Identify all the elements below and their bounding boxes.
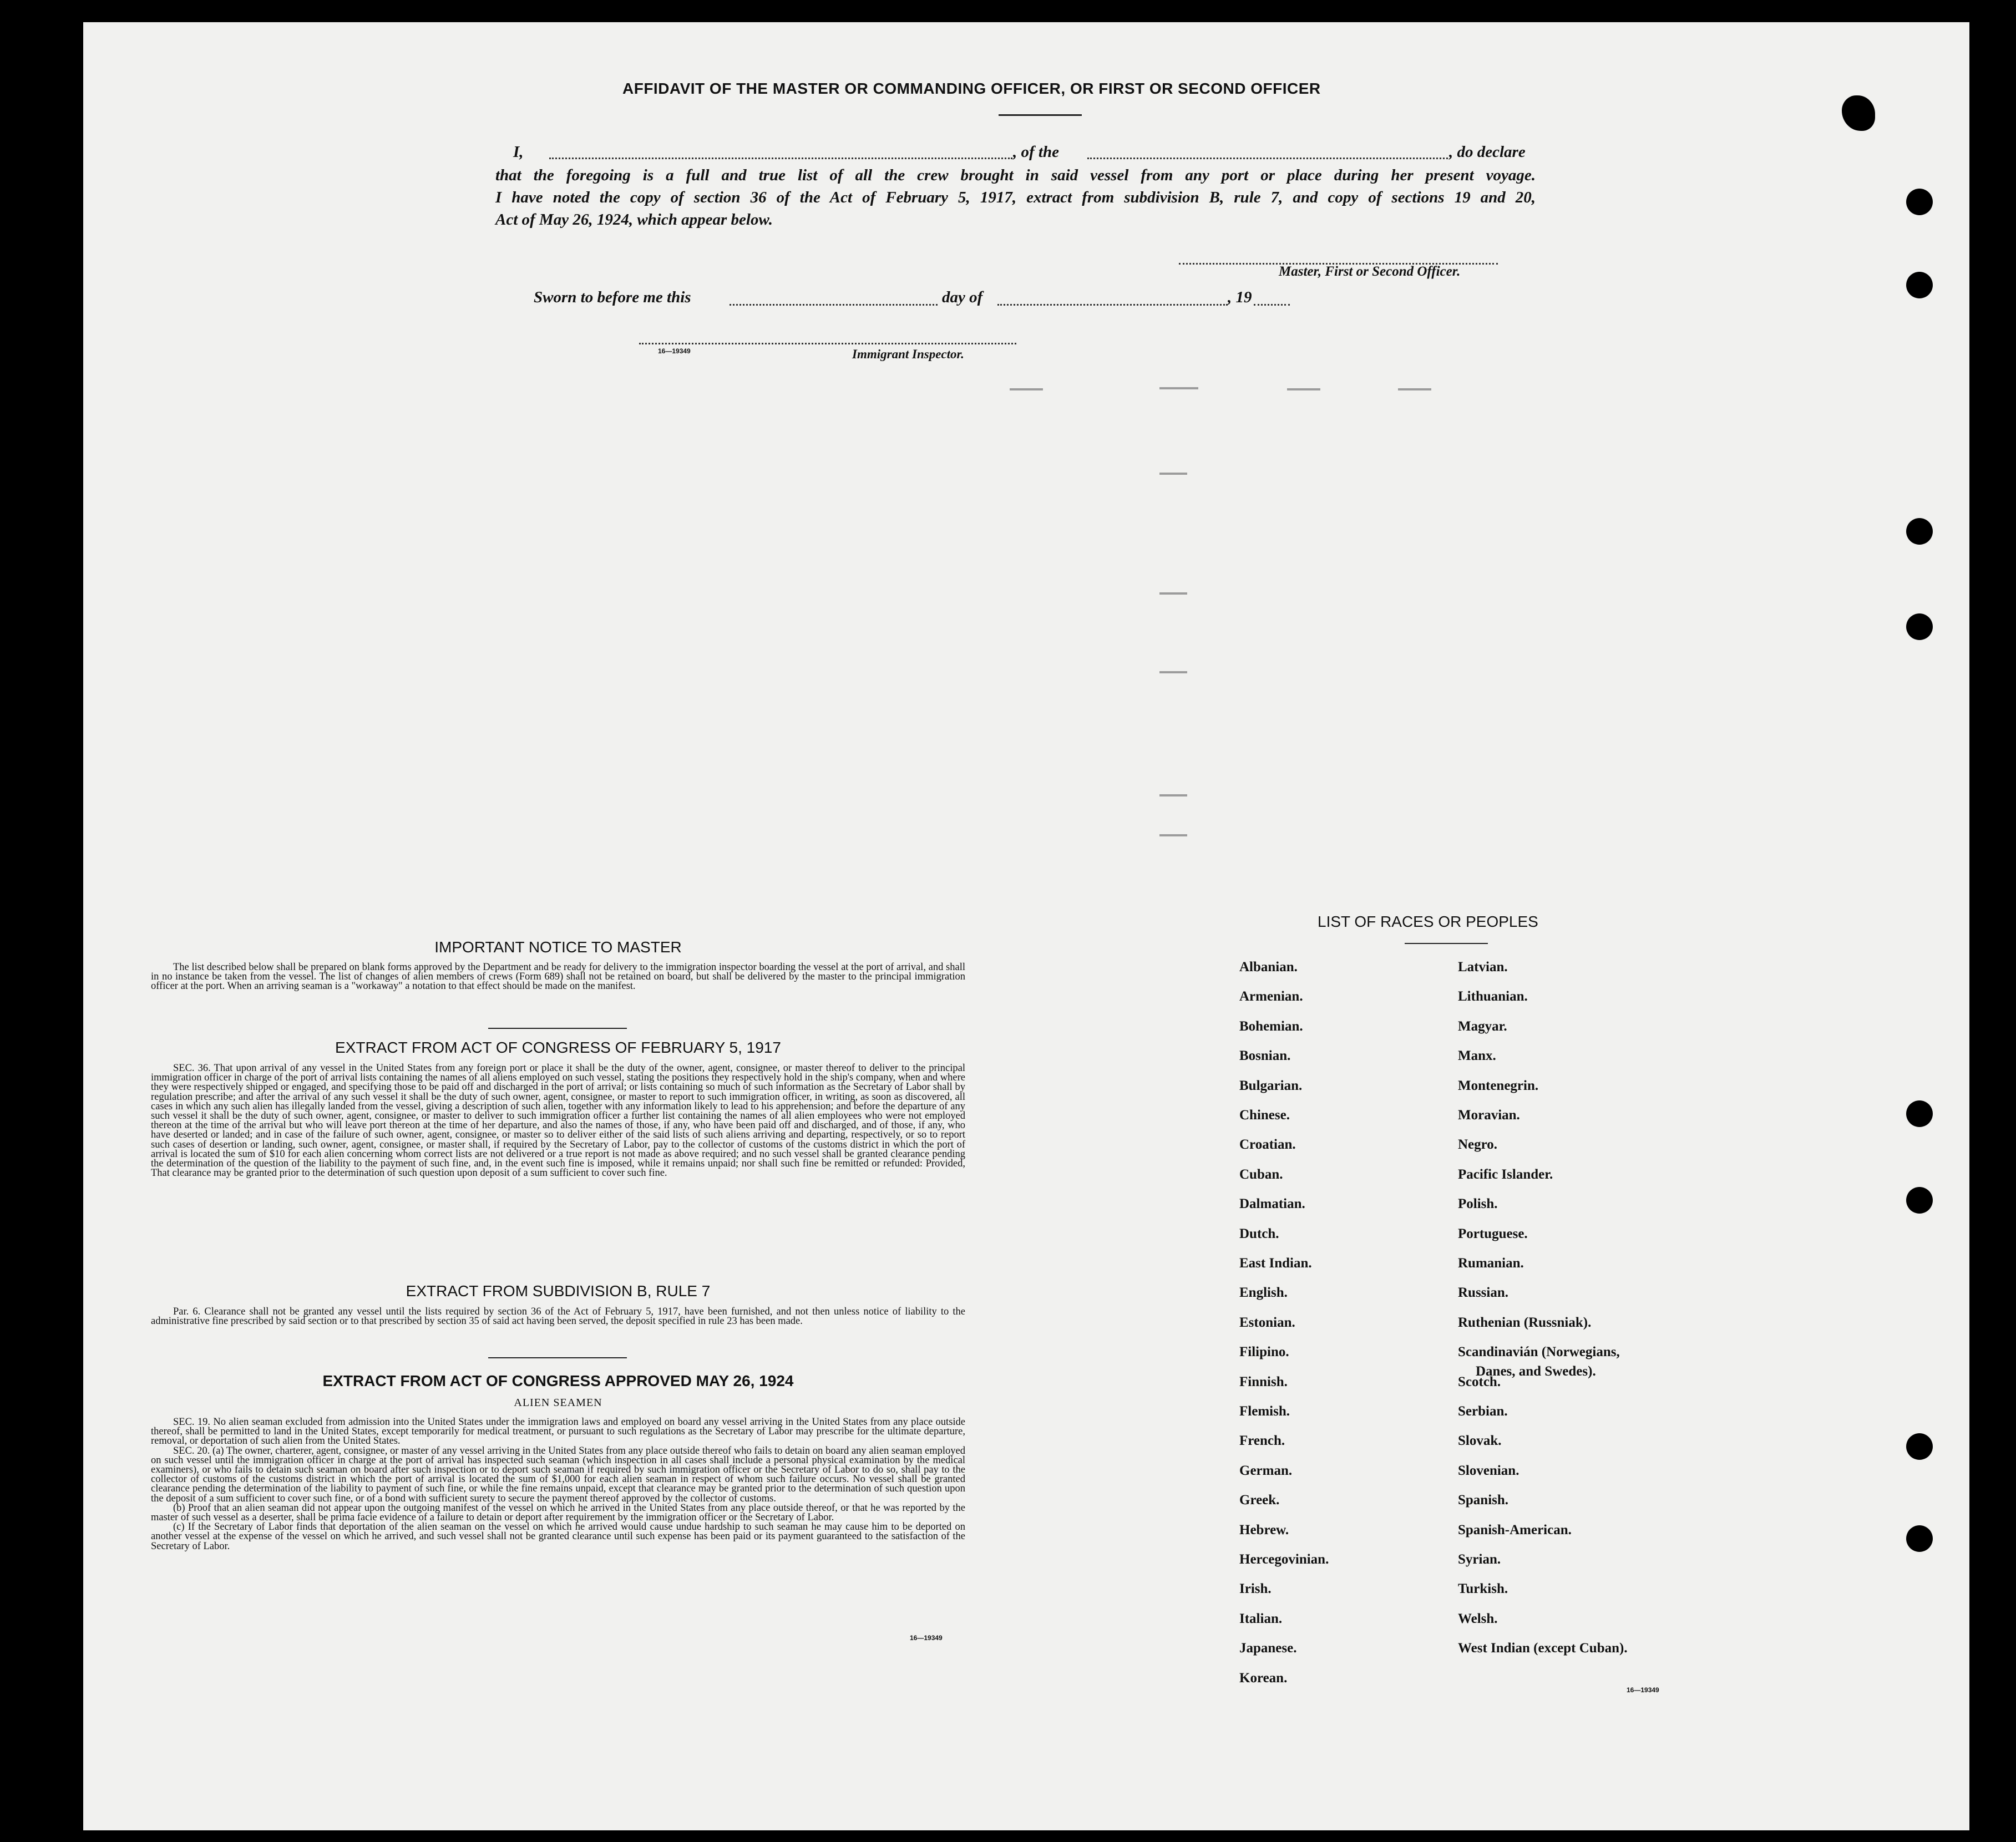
affidavit-line-3: I have noted the copy of section 36 of the Act of February 5, 1917, extract from subdivision B, rule 7, and copy of sections 19 and 20, (495, 189, 1536, 206)
race-left-item: Hebrew. (1239, 1522, 1289, 1537)
race-right-item: Spanish-American. (1458, 1522, 1572, 1537)
sworn-day-blank (730, 304, 938, 306)
race-right-item: Lithuanian. (1458, 989, 1528, 1004)
sec-20a-text: SEC. 20. (a) The owner, charterer, agent, consignee, or master of any vessel arriving in the United States from any place outside thereof who fails to detain on board any alien seaman employed on such vessel until the immigration officer in charge at the port of arrival has inspected such seaman (which inspection in all cases shall include a personal physical examination by the medical examiners), or who fails to detain such seaman on board after such inspection or to deport such seaman if required by such immigration officer or the Secretary of Labor to do so, shall pay to the collector of customs of the customs district in which the port of arrival is located the sum of $1,000 for each alien seaman in respect of whom such failure occurs. No vessel shall be granted clearance pending the determination of the liability to payment of such fine, or while the fine remains unpaid, except that clearance may be granted prior to the determination of such question upon the deposit of a sum sufficient to cover such fine, or of a bond with sufficient surety to secure the payment thereof approved by the collector of customs. (151, 1445, 965, 1504)
rule-7-paragraph (151, 1307, 965, 1326)
race-right-item: Moravian. (1458, 1108, 1520, 1123)
race-right-item: Danes, and Swedes). (1476, 1363, 1596, 1379)
race-right-item: Rumanian. (1458, 1256, 1524, 1271)
sec-20b-text: (b) Proof that an alien seaman did not appear upon the outgoing manifest of the vessel on which he arrived in the United States from any place outside thereof, or that he was reported by the master of such vessel as a deserter, shall be prima facie evidence of a failure to detain or deport after requirement by the immigration officer or the Secretary of Labor. (151, 1502, 965, 1524)
race-left-item: Irish. (1239, 1581, 1272, 1597)
punch-hole (1906, 272, 1933, 298)
races-form-number: 16—19349 (1627, 1686, 1659, 1694)
race-right-item: Pacific Islander. (1458, 1166, 1553, 1182)
sec-20c-text: (c) If the Secretary of Labor finds that deportation of the alien seaman on the vessel on which he arrived would cause undue hardship to such seaman he may cause him to be deported on another vessel at the expense of the vessel on which he arrived, and such vessel shall not be granted clearance until such expense has been paid or its payment guaranteed to the satisfaction of the Secretary of Labor. (151, 1521, 965, 1552)
affidavit-i-label: I, (513, 143, 524, 161)
race-left-item: Greek. (1239, 1493, 1280, 1508)
do-declare-label: , do declare (1449, 143, 1526, 161)
affidavit-form-number: 16—19349 (658, 347, 691, 355)
affidavit-title: AFFIDAVIT OF THE MASTER OR COMMANDING OFFICER, OR FIRST OR SECOND OFFICER (622, 80, 1321, 97)
year-label: , 19 (1228, 288, 1252, 306)
race-right-item: Turkish. (1458, 1581, 1508, 1597)
race-right-item: Portuguese. (1458, 1226, 1528, 1241)
race-left-item: Albanian. (1239, 960, 1298, 975)
punch-hole (1906, 1100, 1933, 1127)
sec-19-text: SEC. 19. No alien seaman excluded from admission into the United States under the immigration laws and employed on board any vessel arriving in the United States from any place outside thereof, shall be permitted to land in the United States, except temporarily for medical treatment, or pursuant to such regulations as the Secretary of Labor may prescribe for the ultimate departure, removal, or deportation of such alien from the United States. (151, 1417, 965, 1447)
inspector-label: Immigrant Inspector. (852, 347, 964, 361)
extract-1917-title: EXTRACT FROM ACT OF CONGRESS OF FEBRUARY 5, 1917 (335, 1039, 781, 1056)
rule-7-title: EXTRACT FROM SUBDIVISION B, RULE 7 (406, 1282, 711, 1300)
race-left-item: Flemish. (1239, 1404, 1290, 1419)
name-blank (549, 158, 1012, 159)
race-left-item: Italian. (1239, 1611, 1283, 1626)
race-right-item: Serbian. (1458, 1404, 1508, 1419)
race-left-item: Finnish. (1239, 1374, 1288, 1389)
race-left-item: Filipino. (1239, 1344, 1289, 1360)
race-right-item: Manx. (1458, 1048, 1496, 1064)
race-right-item: Slovak. (1458, 1433, 1502, 1449)
punch-hole (1906, 1187, 1933, 1214)
master-label: Master, First or Second Officer. (1279, 264, 1461, 279)
race-right-item: Polish. (1458, 1196, 1498, 1212)
sworn-label: Sworn to before me this (534, 288, 691, 306)
race-right-item: Welsh. (1458, 1611, 1498, 1626)
race-right-item: Slovenian. (1458, 1463, 1519, 1478)
title-rule (999, 114, 1082, 116)
day-of-label: day of (942, 288, 983, 306)
extract-1917-paragraph (151, 1064, 965, 1178)
vessel-blank (1087, 158, 1448, 159)
par-6-text: Par. 6. Clearance shall not be granted any vessel until the lists required by section 36 of the Act of February 5, 1917, have been furnished, and not then unless notice of liability to the administrative fine prescribed by said section or to that prescribed by section 35 of said act having been served, the deposit specified in rule 23 has been made. (151, 1306, 965, 1327)
race-right-item: Scandinavián (Norwegians, (1458, 1344, 1620, 1360)
inspector-signature-blank (639, 343, 1016, 344)
race-left-item: Dalmatian. (1239, 1196, 1305, 1212)
of-the-label: , of the (1013, 143, 1059, 161)
races-rule (1405, 943, 1488, 944)
race-left-item: Bulgarian. (1239, 1078, 1303, 1093)
affidavit-line-2: that the foregoing is a full and true list of all the crew brought in said vessel from any port or place during her present voyage. (495, 166, 1536, 184)
race-left-item: Estonian. (1239, 1315, 1295, 1330)
sworn-year-blank (1254, 304, 1290, 306)
race-right-item: Ruthenian (Russniak). (1458, 1315, 1592, 1330)
extract-1924-title: EXTRACT FROM ACT OF CONGRESS APPROVED MAY 26, 1924 (322, 1372, 794, 1389)
race-right-item: Montenegrin. (1458, 1078, 1539, 1093)
punch-hole (1906, 613, 1933, 640)
punch-hole (1906, 518, 1933, 545)
race-left-item: French. (1239, 1433, 1285, 1449)
notice-title: IMPORTANT NOTICE TO MASTER (434, 938, 682, 956)
race-right-item: Scotch. (1458, 1374, 1501, 1389)
races-title: LIST OF RACES OR PEOPLES (1318, 913, 1538, 930)
race-right-item: Russian. (1458, 1285, 1509, 1301)
race-left-item: Korean. (1239, 1670, 1288, 1686)
race-left-item: Japanese. (1239, 1641, 1297, 1656)
race-right-item: Latvian. (1458, 960, 1508, 975)
document-page (83, 22, 1969, 1830)
race-left-item: Cuban. (1239, 1166, 1283, 1182)
race-right-item: West Indian (except Cuban). (1458, 1641, 1628, 1656)
extract-1924-paragraph (151, 1418, 965, 1551)
extract-form-number: 16—19349 (910, 1634, 943, 1642)
notice-paragraph (151, 963, 965, 992)
race-left-item: Bohemian. (1239, 1018, 1303, 1034)
race-right-item: Spanish. (1458, 1493, 1509, 1508)
notice-text: The list described below shall be prepared on blank forms approved by the Department and be ready for delivery to the immigration inspector boarding the vessel at the port of arrival, and shall in no instance be taken from the vessel. The list of changes of alien members of crews (Form 689) shall not be retained on board, but shall be delivered by the master to the principal immigration officer at the port. When an arriving seaman is a "workaway" a notation to that effect should be made on the manifest. (151, 962, 965, 992)
sec-36-text: SEC. 36. That upon arrival of any vessel in the United States from any foreign port or place it shall be the duty of the owner, agent, consignee, or master thereof to deliver to the principal immigration officer in charge of the port of arrival lists containing the names of all aliens employed on such vessel, stating the positions they respectively hold in the ship's company, when and where they were respectively shipped or engaged, and specifying those to be paid off and discharged in the port of arrival; or lists containing so much of such information as the Secretary of Labor shall by regulation prescribe; and after the arrival of any such vessel it shall be the duty of such owner, agent, consignee, or master to report to such immigration officer, in writing, as soon as discovered, all cases in which any such alien has illegally landed from the vessel, giving a description of such alien, together with any information likely to lead to his apprehension; and before the departure of any such vessel it shall be the duty of such owner, agent, consignee, or master to deliver to such immigration officer a further list containing the names of all alien employees who were not employed thereon at the time of the arrival but who will leave port thereon at the time of her departure, and also the names of those, if any, who have been paid off and discharged, and of those, if any, who have deserted or landed; and in case of the failure of such owner, agent, consignee, or master so to deliver either of the said lists of such aliens arriving and departing, respectively, or so to report such cases of desertion or landing, such owner, agent, consignee, or master shall, if required by the Secretary of Labor, pay to the collector of customs of the customs district in which the port of arrival is located the sum of $10 for each alien concerning whom correct lists are not delivered or a true report is not made as above required; and no such vessel shall be granted clearance pending the determination of the question of the liability to the payment of such fine, and, in the event such fine is imposed, while it remains unpaid; nor shall such fine be remitted or refunded: Provided, That clearance may be granted prior to the determination of such question upon deposit of a sum sufficient to cover such fine. (151, 1063, 965, 1179)
race-left-item: Bosnian. (1239, 1048, 1291, 1064)
alien-seamen-subtitle: ALIEN SEAMEN (514, 1397, 602, 1409)
punch-hole (1906, 1433, 1933, 1460)
race-left-item: German. (1239, 1463, 1293, 1478)
punch-hole (1906, 189, 1933, 215)
ink-blot (1842, 95, 1875, 131)
race-left-item: Hercegovinian. (1239, 1552, 1329, 1567)
race-left-item: East Indian. (1239, 1256, 1312, 1271)
race-right-item: Negro. (1458, 1137, 1498, 1153)
punch-hole (1906, 1525, 1933, 1552)
affidavit-line-4: Act of May 26, 1924, which appear below. (495, 211, 773, 229)
race-left-item: Croatian. (1239, 1137, 1296, 1153)
race-right-item: Magyar. (1458, 1018, 1507, 1034)
race-left-item: Armenian. (1239, 989, 1303, 1004)
sworn-month-blank (997, 304, 1228, 306)
section-rule (488, 1357, 627, 1358)
race-left-item: English. (1239, 1285, 1288, 1301)
race-right-item: Syrian. (1458, 1552, 1501, 1567)
race-left-item: Dutch. (1239, 1226, 1279, 1241)
race-left-item: Chinese. (1239, 1108, 1290, 1123)
section-rule (488, 1028, 627, 1029)
